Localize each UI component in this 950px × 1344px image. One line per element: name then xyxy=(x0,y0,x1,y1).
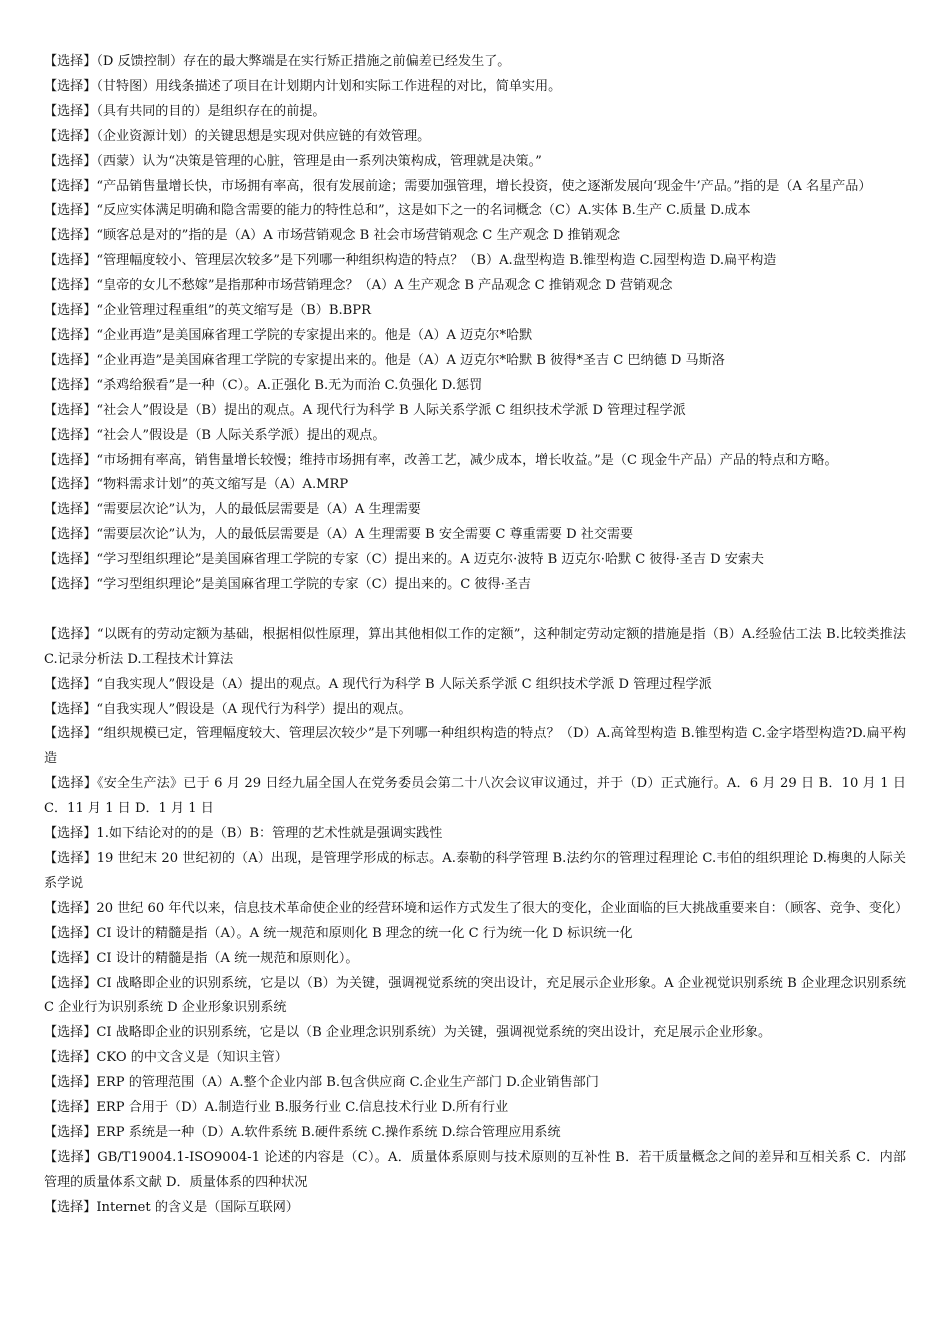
question-entry: 【选择】“皇帝的女儿不愁嫁”是指那种市场营销理念？（A）A 生产观念 B 产品观念 C 推销观念 D 营销观念 xyxy=(44,278,673,294)
question-entry: 【选择】“社会人”假设是（B）提出的观点。A 现代行为科学 B 人际关系学派 C 组织技术学派 D 管理过程学派 xyxy=(44,402,686,418)
question-entry: 【选择】“需要层次论”认为，人的最低层需要是（A）A 生理需要 B 安全需要 C 尊重需要 D 社交需要 xyxy=(44,527,634,543)
question-entry: 【选择】1.如下结论对的的是（B）B：管理的艺术性就是强调实践性 xyxy=(44,826,443,842)
question-entry: 【选择】“企业再造”是美国麻省理工学院的专家提出来的。他是（A）A 迈克尔*哈默 B 彼得*圣吉 C 巴纳德 D 马斯洛 xyxy=(44,352,725,368)
question-entry: 【选择】ERP 的管理范围（A）A.整个企业内部 B.包含供应商 C.企业生产部门 D.企业销售部门 xyxy=(44,1075,599,1091)
question-entry: 【选择】“企业管理过程重组”的英文缩写是（B）B.BPR xyxy=(44,303,371,319)
question-entry: 【选择】GB/T19004.1-ISO9004-1 论述的内容是（C）。A．质量体系原则与技术原则的互补性 B．若干质量概念之间的差异和互相关系 C．内部管理的质量体系文献 D．质量体系的四种状况 xyxy=(44,1149,906,1190)
question-entry: 【选择】“以既有的劳动定额为基础，根据相似性原理，算出其他相似工作的定额”，这种制定劳动定额的措施是指（B）A.经验估工法 B.比较类推法 C.记录分析法 D.工程技术计算法 xyxy=(44,626,906,667)
question-entry: 【选择】“市场拥有率高，销售量增长较慢；维持市场拥有率，改善工艺，减少成本，增长收益。”是（C 现金牛产品）产品的特点和方略。 xyxy=(44,452,838,468)
question-entry: 【选择】CI 设计的精髓是指（A）。A 统一规范和原则化 B 理念的统一化 C 行为统一化 D 标识统一化 xyxy=(44,925,633,941)
entry-list-part1 xyxy=(44,50,906,598)
document-page xyxy=(44,50,909,1221)
question-entry: 【选择】“学习型组织理论”是美国麻省理工学院的专家（C）提出来的。A 迈克尔·波特 B 迈克尔·哈默 C 彼得·圣吉 D 安索夫 xyxy=(44,552,765,568)
question-entry: 【选择】“社会人”假设是（B 人际关系学派）提出的观点。 xyxy=(44,427,386,443)
question-entry: 【选择】“管理幅度较小、管理层次较多”是下列哪一种组织构造的特点？（B）A.盘型构造 B.锥型构造 C.园型构造 D.扁平构造 xyxy=(44,253,777,269)
question-entry: 【选择】ERP 系统是一种（D）A.软件系统 B.硬件系统 C.操作系统 D.综合管理应用系统 xyxy=(44,1124,561,1140)
question-entry: 【选择】“反应实体满足明确和隐含需要的能力的特性总和”，这是如下之一的名词概念（C）A.实体 B.生产 C.质量 D.成本 xyxy=(44,203,751,219)
question-entry: 【选择】“杀鸡给猴看”是一种（C）。A.正强化 B.无为而治 C.负强化 D.惩罚 xyxy=(44,377,483,393)
question-entry: 【选择】（具有共同的目的）是组织存在的前提。 xyxy=(44,103,326,119)
question-entry: 【选择】“学习型组织理论”是美国麻省理工学院的专家（C）提出来的。C 彼得·圣吉 xyxy=(44,577,531,593)
question-entry: 【选择】“物料需求计划”的英文缩写是（A）A.MRP xyxy=(44,477,349,493)
question-entry: 【选择】ERP 合用于（D）A.制造行业 B.服务行业 C.信息技术行业 D.所有行业 xyxy=(44,1100,509,1116)
question-entry: 【选择】Internet 的含义是（国际互联网） xyxy=(44,1199,299,1215)
question-entry: 【选择】《安全生产法》已于 6 月 29 日经九届全国人在党务委员会第二十八次会议审议通过，并于（D）正式施行。A．6 月 29 日 B．10 月 1 日 C．11 月 1 日 D．1 月 1 日 xyxy=(44,776,906,817)
question-entry: 【选择】“企业再造”是美国麻省理工学院的专家提出来的。他是（A）A 迈克尔*哈默 xyxy=(44,327,533,343)
paragraph-gap xyxy=(44,598,906,623)
question-entry: 【选择】（企业资源计划）的关键思想是实现对供应链的有效管理。 xyxy=(44,128,431,144)
question-entry: 【选择】CI 战略即企业的识别系统，它是以（B 企业理念识别系统）为关键，强调视觉系统的突出设计，充足展示企业形象。 xyxy=(44,1025,772,1041)
question-entry: 【选择】“产品销售量增长快，市场拥有率高，很有发展前途；需要加强管理，增长投资，使之逐渐发展向‘现金牛’产品。”指的是（A 名星产品） xyxy=(44,178,872,194)
question-entry: 【选择】（D 反馈控制）存在的最大弊端是在实行矫正措施之前偏差已经发生了。 xyxy=(44,54,511,69)
question-entry: 【选择】19 世纪末 20 世纪初的（A）出现，是管理学形成的标志。A.泰勒的科学管理 B.法约尔的管理过程理论 C.韦伯的组织理论 D.梅奥的人际关系学说 xyxy=(44,850,906,891)
question-entry: 【选择】“自我实现人”假设是（A 现代行为科学）提出的观点。 xyxy=(44,701,412,717)
question-entry: 【选择】（甘特图）用线条描述了项目在计划期内计划和实际工作进程的对比，简单实用。 xyxy=(44,78,562,94)
question-entry: 【选择】“需要层次论”认为，人的最低层需要是（A）A 生理需要 xyxy=(44,502,421,518)
question-entry: 【选择】CKO 的中文含义是（知识主管） xyxy=(44,1050,288,1066)
question-entry: 【选择】CI 设计的精髓是指（A 统一规范和原则化）。 xyxy=(44,950,359,966)
question-entry: 【选择】“组织规模已定，管理幅度较大、管理层次较少”是下列哪一种组织构造的特点？（D）A.高耸型构造 B.锥型构造 C.金字塔型构造?D.扁平构造 xyxy=(44,726,906,767)
question-entry: 【选择】（西蒙）认为“决策是管理的心脏，管理是由一系列决策构成，管理就是决策。” xyxy=(44,153,542,169)
entry-list-part2 xyxy=(44,623,909,1221)
question-entry: 【选择】20 世纪 60 年代以来，信息技术革命使企业的经营环境和运作方式发生了很大的变化，企业面临的巨大挑战重要来自：（顾客、竞争、变化） xyxy=(44,900,909,916)
question-entry: 【选择】CI 战略即企业的识别系统，它是以（B）为关键，强调视觉系统的突出设计，充足展示企业形象。A 企业视觉识别系统 B 企业理念识别系统 C 企业行为识别系统 D 企业形象识别系统 xyxy=(44,975,906,1016)
question-entry: 【选择】“自我实现人”假设是（A）提出的观点。A 现代行为科学 B 人际关系学派 C 组织技术学派 D 管理过程学派 xyxy=(44,676,712,692)
question-entry: 【选择】“顾客总是对的”指的是（A）A 市场营销观念 B 社会市场营销观念 C 生产观念 D 推销观念 xyxy=(44,228,621,244)
